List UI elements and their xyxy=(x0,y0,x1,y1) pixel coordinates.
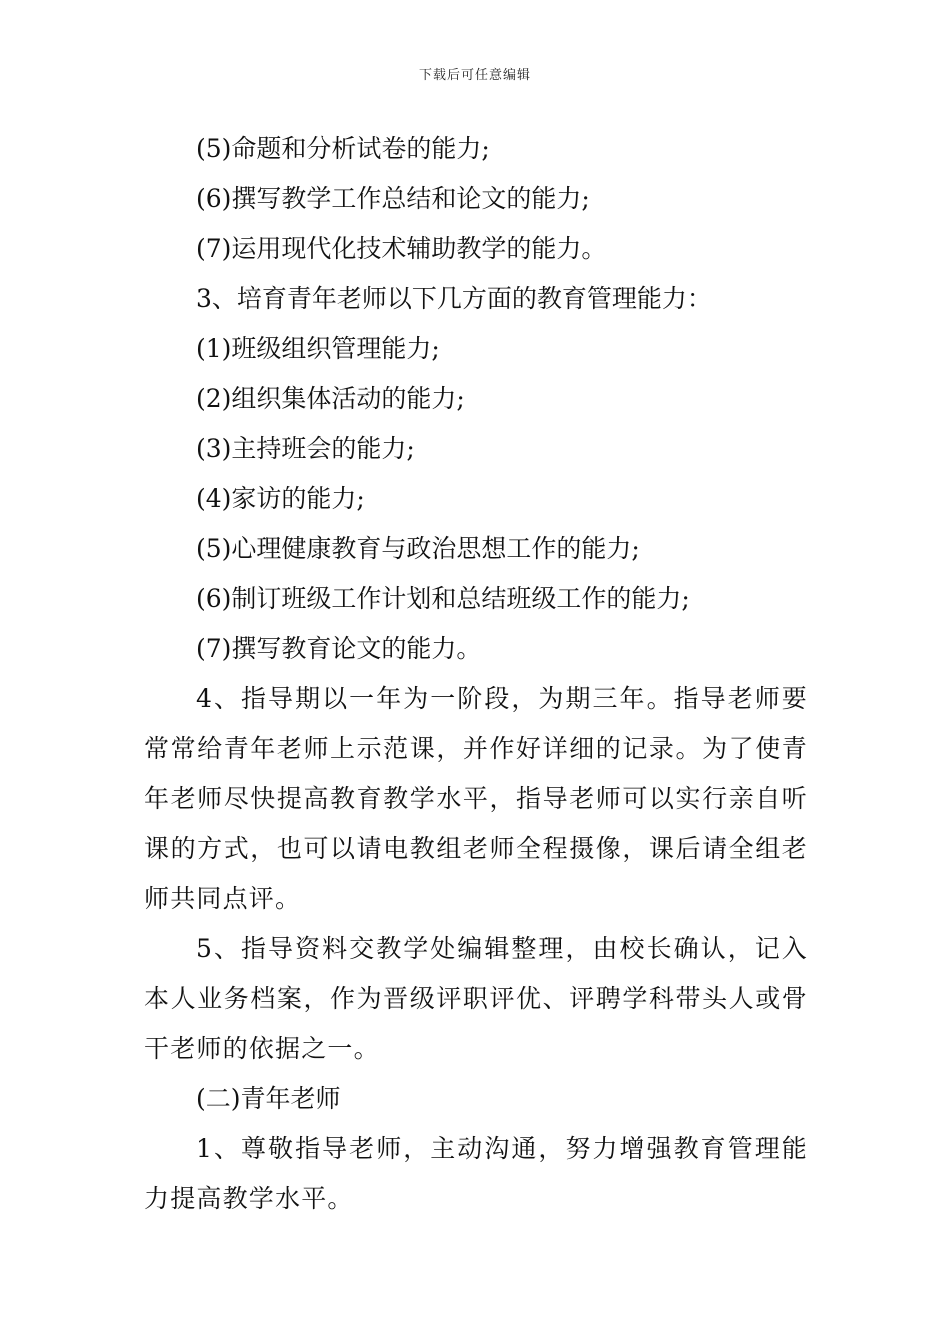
management-ability-item-1: (1)班级组织管理能力; xyxy=(196,334,440,363)
teaching-ability-item-7: (7)运用现代化技术辅助教学的能力。 xyxy=(196,234,607,263)
section-5-paragraph: 5、指导资料交教学处编辑整理，由校长确认，记入本人业务档案，作为晋级评职评优、评聘学科带头人或骨干老师的依据之一。 xyxy=(144,934,808,1063)
download-note: 下载后可任意编辑 xyxy=(418,68,531,83)
management-ability-item-3: (3)主持班会的能力; xyxy=(196,434,415,463)
management-ability-item-7: (7)撰写教育论文的能力。 xyxy=(196,634,482,663)
teaching-ability-item-5: (5)命题和分析试卷的能力; xyxy=(196,134,490,163)
document-body xyxy=(144,124,808,1224)
section-4-paragraph: 4、指导期以一年为一阶段，为期三年。指导老师要常常给青年老师上示范课，并作好详细的记录。为了使青年老师尽快提高教育教学水平，指导老师可以实行亲自听课的方式，也可以请电教组老师全程摄像，课后请全组老师共同点评。 xyxy=(144,684,808,913)
management-ability-item-2: (2)组织集体活动的能力; xyxy=(196,384,465,413)
subsection-young-teachers-title: (二)青年老师 xyxy=(196,1084,341,1113)
teaching-ability-item-6: (6)撰写教学工作总结和论文的能力; xyxy=(196,184,590,213)
management-ability-item-6: (6)制订班级工作计划和总结班级工作的能力; xyxy=(196,584,690,613)
management-ability-item-5: (5)心理健康教育与政治思想工作的能力; xyxy=(196,534,640,563)
section-3-heading: 3、培育青年老师以下几方面的教育管理能力： xyxy=(196,284,712,313)
young-teacher-item-1: 1、尊敬指导老师，主动沟通，努力增强教育管理能力提高教学水平。 xyxy=(144,1134,808,1213)
management-ability-item-4: (4)家访的能力; xyxy=(196,484,365,513)
